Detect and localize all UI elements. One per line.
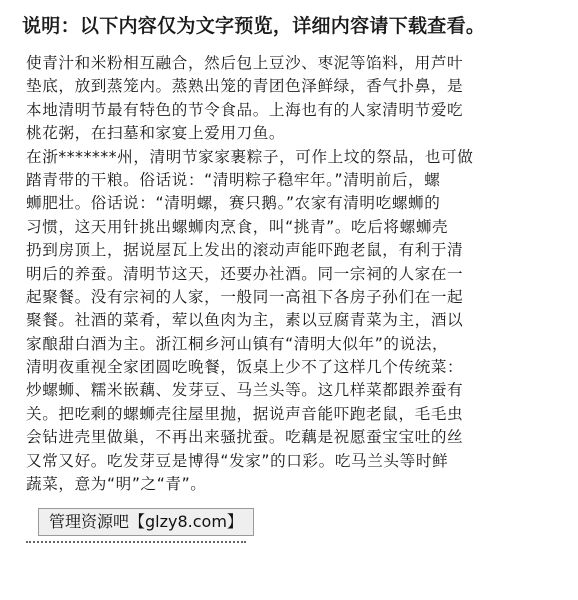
text-line: 家酿甜白酒为主。浙江桐乡河山镇有“清明大似年”的说法， bbox=[26, 334, 449, 353]
text-line: 会钻进壳里做巢，不再出来骚扰蚕。吃藕是祝愿蚕宝宝吐的丝 bbox=[26, 428, 464, 447]
text-line: 蔬菜，意为“明”之“青”。 bbox=[26, 475, 207, 494]
preview-notice: 说明：以下内容仅为文字预览，详细内容请下载查看。 bbox=[22, 15, 486, 37]
text-line: 踏青带的干粮。俗话说：“清明粽子稳牢年。”清明前后，螺 bbox=[26, 170, 441, 189]
text-line: 使青汁和米粉相互融合，然后包上豆沙、枣泥等馅料，用芦叶 bbox=[26, 54, 464, 72]
dotted-divider bbox=[26, 541, 246, 543]
document-body bbox=[26, 52, 546, 496]
text-line: 扔到房顶上，据说屋瓦上发出的滚动声能吓跑老鼠，有利于清 bbox=[26, 241, 464, 260]
text-line: 蛳肥壮。俗话说：“清明螺，赛只鹅。”农家有清明吃螺蛳的 bbox=[26, 194, 441, 213]
text-line: 炒螺蛳、糯米嵌藕、发芽豆、马兰头等。这几样菜都跟养蚕有 bbox=[26, 381, 464, 400]
watermark-banner[interactable]: 管理资源吧【glzy8.com】 bbox=[38, 508, 254, 536]
text-line: 本地清明节最有特色的节令食品。上海也有的人家清明节爱吃 bbox=[26, 100, 464, 119]
text-line: 垫底，放到蒸笼内。蒸熟出笼的青团色泽鲜绿，香气扑鼻，是 bbox=[26, 77, 464, 96]
text-line: 桃花粥，在扫墓和家宴上爱用刀鱼。 bbox=[26, 124, 286, 143]
text-line: 起聚餐。没有宗祠的人家，一般同一高祖下各房子孙们在一起 bbox=[26, 287, 464, 306]
text-line: 清明夜重视全家团圆吃晚餐，饭桌上少不了这样几个传统菜： bbox=[26, 358, 464, 377]
text-line: 又常又好。吃发芽豆是博得“发家”的口彩。吃马兰头等时鲜 bbox=[26, 451, 449, 470]
text-line: 聚餐。社酒的菜肴，荤以鱼肉为主，素以豆腐青菜为主，酒以 bbox=[26, 311, 464, 330]
text-line: 关。把吃剩的螺蛳壳往屋里抛，据说声音能吓跑老鼠，毛毛虫 bbox=[26, 404, 464, 423]
text-line: 在浙*******州，清明节家家裹粽子，可作上坟的祭品，也可做 bbox=[26, 147, 474, 166]
text-line: 明后的养蚕。清明节这天，还要办社酒。同一宗祠的人家在一 bbox=[26, 264, 464, 283]
text-line: 习惯，这天用针挑出螺蛳肉烹食，叫“挑青”。吃后将螺蛳壳 bbox=[26, 217, 449, 236]
